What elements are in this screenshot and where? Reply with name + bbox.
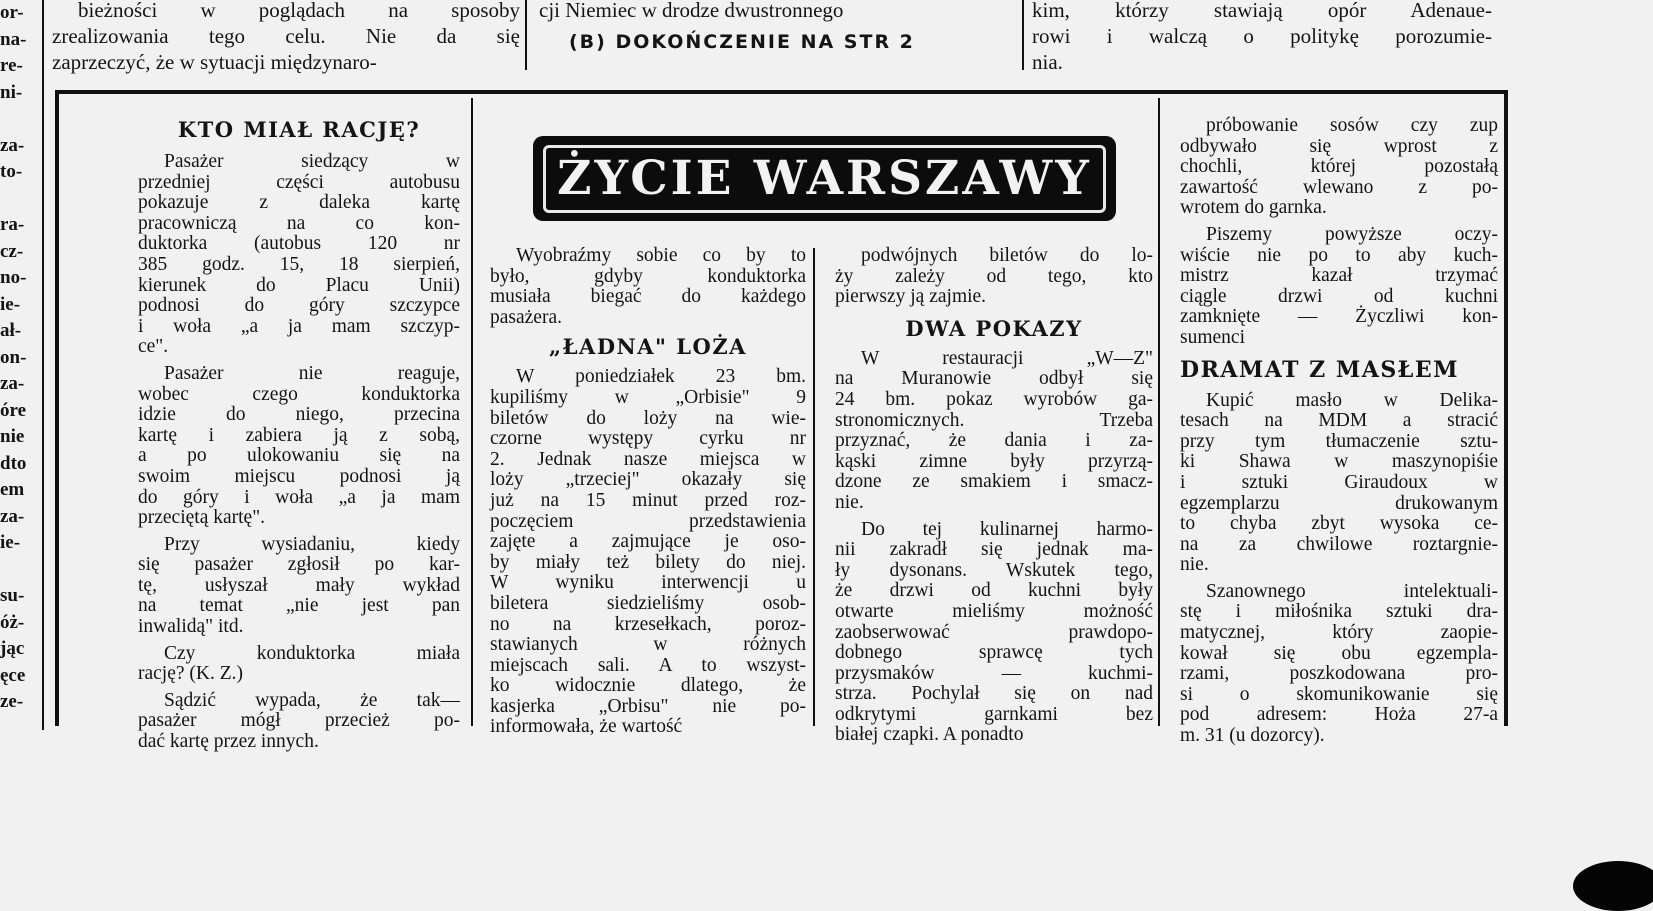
text-line: na Muranowie odbył się xyxy=(835,368,1153,390)
margin-fragment: su- xyxy=(0,585,25,606)
margin-fragment xyxy=(0,557,36,584)
article-kto-mial-racje xyxy=(138,117,460,753)
margin-fragment: za- xyxy=(0,134,25,156)
text-line: kierunek do Placu Unii) xyxy=(138,274,460,296)
text-line: Do tej kulinarnej harmo- xyxy=(861,518,1153,540)
text-line: rowi i walczą o politykę porozumie- xyxy=(1032,24,1492,48)
paragraph xyxy=(1180,116,1498,219)
headline: DWA POKAZY xyxy=(905,315,1083,341)
top-right-column xyxy=(1032,0,1492,75)
margin-fragment: ze- xyxy=(0,691,24,712)
text-line: rację? (K. Z.) xyxy=(138,663,244,685)
text-line: zajęte a zajmujące je oso- xyxy=(490,531,806,553)
text-line: pierwszy ją zajmie. xyxy=(835,286,987,308)
paragraph xyxy=(835,349,1153,514)
text-line: tę, usłyszał mały wykład xyxy=(138,574,460,596)
margin-fragment: to- xyxy=(0,161,23,182)
paragraph xyxy=(835,246,1153,308)
text-line: przy tym tłumaczenie sztu- xyxy=(1180,430,1498,452)
text-line: no na krzesełkach, poroz- xyxy=(490,613,806,635)
text-line: i woła „a ja mam szczyp- xyxy=(138,315,460,337)
text-line: kasjerka „Orbisu" nie po- xyxy=(490,695,806,717)
text-line: nie. xyxy=(835,491,864,513)
text-line: rzami, poszkodowana pro- xyxy=(1180,663,1498,685)
text-line: na za chwilowe roztargnie- xyxy=(1180,533,1498,555)
article-dramat-z-maslem xyxy=(1180,116,1498,747)
article-body xyxy=(835,349,1153,746)
text-line: stę i miłośnika sztuki dra- xyxy=(1180,601,1498,623)
article-body xyxy=(1180,391,1498,747)
article-body xyxy=(138,152,460,753)
paragraph xyxy=(1180,391,1498,576)
text-line: wobec czego konduktorka xyxy=(138,383,460,405)
top-rule-1 xyxy=(525,0,527,70)
paragraph xyxy=(1180,225,1498,349)
text-line: Wyobraźmy sobie co by to xyxy=(516,245,806,266)
margin-fragment: ra- xyxy=(0,214,25,235)
text-line: zaobserwować prawdopo- xyxy=(835,621,1153,643)
margin-fragment: jąc xyxy=(0,638,25,659)
headline: DRAMAT Z MASŁEM xyxy=(1180,356,1459,383)
zycie-warszawy-logo xyxy=(533,136,1116,221)
text-line: dobnego sprawcę tych xyxy=(835,642,1153,664)
margin-fragment: ie- xyxy=(0,532,21,553)
article-ladna-loza xyxy=(490,246,806,738)
text-line: mistrz kazał trzymać xyxy=(1180,265,1498,287)
margin-fragment: za- xyxy=(0,373,25,394)
text-line: chochli, której pozostałą xyxy=(1180,156,1498,178)
margin-fragments xyxy=(0,0,36,716)
margin-fragment: on- xyxy=(0,346,27,368)
margin-fragment: ał- xyxy=(0,320,22,341)
top-rule-2 xyxy=(1022,0,1024,70)
text-line: pracowniczą na co kon- xyxy=(138,212,460,234)
text-line: wrotem do garnka. xyxy=(1180,197,1327,219)
text-line: m. 31 (u dozorcy). xyxy=(1180,725,1325,747)
margin-fragment: óż- xyxy=(0,611,25,633)
text-line: strza. Pochylał się on nad xyxy=(835,683,1153,705)
margin-fragment: ęce xyxy=(0,664,26,686)
logo-text: ŻYCIE WARSZAWY xyxy=(557,151,1092,206)
margin-fragment: za- xyxy=(0,505,25,527)
text-line: kował się obu egzempla- xyxy=(1180,642,1498,664)
text-line: ciągle drzwi od kuchni xyxy=(1180,285,1498,307)
text-line: swoim miejscu podnosi ją xyxy=(138,465,460,487)
paragraph xyxy=(1180,582,1498,747)
continuation-note: (B) DOKOŃCZENIE NA STR 2 xyxy=(569,31,915,53)
margin-fragment xyxy=(0,106,36,133)
text-line: zawartość wlewano z po- xyxy=(1180,176,1498,198)
text-line: by miały też bilety do niej. xyxy=(490,551,806,573)
text-line: otwarte mieliśmy możność xyxy=(835,600,1153,622)
text-line: duktorka (autobus 120 nr xyxy=(138,233,460,255)
margin-fragment xyxy=(0,186,36,213)
column-rule-2 xyxy=(813,248,815,726)
text-line: przyznać, że dania i za- xyxy=(835,430,1153,452)
text-line: miejscach sali. A to wszyst- xyxy=(490,654,806,676)
text-line: sumenci xyxy=(1180,326,1245,348)
text-line: W poniedziałek 23 bm. xyxy=(516,366,806,388)
column-rule-1 xyxy=(471,98,473,726)
text-line: ży zależy od tego, kto xyxy=(835,265,1153,287)
text-line: nie. xyxy=(1180,554,1209,576)
text-line: biletera siedzieliśmy osob- xyxy=(490,592,806,614)
text-line: na temat „nie jest pan xyxy=(138,595,460,617)
text-line: podwójnych biletów do lo- xyxy=(861,245,1153,266)
article-body xyxy=(490,367,806,738)
text-line: i sztuki Giraudoux w xyxy=(1180,471,1498,493)
text-line: Czy konduktorka miała xyxy=(164,642,460,664)
headline: KTO MIAŁ RACJĘ? xyxy=(177,117,421,142)
text-line: nia. xyxy=(1032,50,1063,74)
text-line: do góry i woła „a ja mam xyxy=(138,486,460,508)
text-line: egzemplarzu drukowanym xyxy=(1180,492,1498,514)
article-intro xyxy=(835,246,1153,308)
text-line: zaprzeczyć, że w sytuacji międzynaro- xyxy=(52,50,377,74)
text-line: W wyniku interwencji u xyxy=(490,572,806,594)
text-line: pasażer mógł przecież po- xyxy=(138,710,460,732)
text-line: że drzwi od kuchni były xyxy=(835,580,1153,602)
column-rule-3 xyxy=(1158,98,1160,726)
margin-fragment: ie- xyxy=(0,293,21,315)
paragraph xyxy=(835,520,1153,747)
text-line: ce". xyxy=(138,336,169,358)
text-line: odkrytymi garnkami bez xyxy=(835,703,1153,725)
text-line: stawianych w różnych xyxy=(490,634,806,656)
headline: „ŁADNA" LOŻA xyxy=(549,334,747,360)
text-line: dać kartę przez innych. xyxy=(138,731,319,753)
margin-fragment: cz- xyxy=(0,240,24,262)
text-line: Kupić masło w Delika- xyxy=(1206,389,1498,411)
text-line: kartę i zabiera ją z sobą, xyxy=(138,424,460,446)
text-line: si o skomunikowanie się xyxy=(1180,683,1498,705)
text-line: zamknięte — Życzliwi kon- xyxy=(1180,306,1498,328)
text-line: ko widocznie dlatego, że xyxy=(490,675,806,697)
text-line: Przy wysiadaniu, kiedy xyxy=(164,533,460,555)
text-line: Szanownego intelektuali- xyxy=(1206,580,1498,602)
text-line: przedniej części autobusu xyxy=(138,171,460,193)
top-middle-column xyxy=(539,0,1019,55)
text-line: pokazuje z daleka kartę xyxy=(138,192,460,214)
margin-fragment: re- xyxy=(0,55,23,76)
text-line: przeciętą kartę". xyxy=(138,507,266,529)
text-line: czorne występy cyrku nr xyxy=(490,428,806,450)
text-line: kupiliśmy w „Orbisie" 9 xyxy=(490,386,806,408)
top-middle-line: cji Niemiec w drodze dwustronnego xyxy=(539,0,844,22)
text-line: Sądzić wypada, że tak— xyxy=(164,689,460,711)
text-line: stronomicznych. Trzeba xyxy=(835,409,1153,431)
text-line: kim, którzy stawiają opór Adenaue- xyxy=(1032,0,1492,22)
text-line: informowała, że wartość xyxy=(490,716,683,738)
text-line: tesach na MDM a stracić xyxy=(1180,410,1498,432)
paragraph xyxy=(138,535,460,638)
top-left-column xyxy=(52,0,520,75)
paragraph xyxy=(138,152,460,358)
text-line: zrealizowania tego celu. Nie da się xyxy=(52,24,520,48)
text-line: próbowanie sosów czy zup xyxy=(1206,115,1498,136)
text-line: ki Shawa w maszynopiśie xyxy=(1180,451,1498,473)
margin-fragment: na- xyxy=(0,28,27,50)
text-line: Piszemy powyższe oczy- xyxy=(1206,223,1498,245)
text-line: inwalidą" itd. xyxy=(138,616,244,638)
text-line: poczęciem przedstawienia xyxy=(490,510,806,532)
text-line: 385 godz. 15, 18 sierpień, xyxy=(138,253,460,275)
text-line: było, gdyby konduktorka xyxy=(490,265,806,287)
paragraph xyxy=(138,644,460,685)
text-line: 2. Jednak nasze miejsca w xyxy=(490,448,806,470)
margin-fragment: nie xyxy=(0,426,25,447)
paragraph xyxy=(490,367,806,738)
margin-fragment: ni- xyxy=(0,81,23,103)
text-line: Pasażer siedzący w xyxy=(164,151,460,172)
text-line: matycznej, który zaopie- xyxy=(1180,622,1498,644)
text-line: loży „trzeciej" okazały się xyxy=(490,469,806,491)
margin-fragment: or- xyxy=(0,2,24,23)
text-line: musiała biegać do każdego xyxy=(490,286,806,308)
left-margin-rule xyxy=(42,0,44,730)
text-line: białej czapki. A ponadto xyxy=(835,724,1024,746)
box-left-border xyxy=(55,90,59,726)
article-dwa-pokazy xyxy=(835,246,1153,746)
text-line: idzie do niego, przecina xyxy=(138,404,460,426)
paragraph xyxy=(138,364,460,529)
article-continuation xyxy=(1180,116,1498,349)
margin-fragment: dto xyxy=(0,452,27,474)
text-line: ły dysonans. Wskutek tego, xyxy=(835,559,1153,581)
paragraph xyxy=(490,246,806,328)
text-line: odbywało się wprost z xyxy=(1180,135,1498,157)
article-intro xyxy=(490,246,806,328)
margin-fragment: em xyxy=(0,479,25,500)
text-line: przysmaków — kuchmi- xyxy=(835,662,1153,684)
margin-fragment: no- xyxy=(0,267,27,288)
text-line: to chyba zbyt wysoka ce- xyxy=(1180,513,1498,535)
text-line: pasażera. xyxy=(490,306,562,328)
text-line: W restauracji „W—Z" xyxy=(861,347,1153,369)
text-line: dzone ze smakiem i smacz- xyxy=(835,471,1153,493)
text-line: nii zakradł się jednak ma- xyxy=(835,539,1153,561)
box-right-border xyxy=(1504,90,1508,726)
margin-fragment: óre xyxy=(0,399,27,421)
text-line: biletów do loży na wie- xyxy=(490,407,806,429)
text-line: podnosi do góry szczypce xyxy=(138,295,460,317)
text-line: 24 bm. pokaz wyrobów ga- xyxy=(835,388,1153,410)
paragraph xyxy=(138,691,460,753)
text-line: się pasażer zgłosił po kar- xyxy=(138,554,460,576)
text-line: kąski zimne były przyrzą- xyxy=(835,450,1153,472)
scan-shadow xyxy=(1573,861,1653,911)
text-line: pod adresem: Hoża 27-a xyxy=(1180,704,1498,726)
text-line: bieżności w poglądach na sposoby xyxy=(78,0,520,22)
text-line: Pasażer nie reaguje, xyxy=(164,362,460,384)
text-line: a po ulokowaniu się na xyxy=(138,445,460,467)
box-top-border xyxy=(55,90,1508,94)
text-line: już na 15 minut przed roz- xyxy=(490,489,806,511)
text-line: wiście nie po to aby kuch- xyxy=(1180,244,1498,266)
